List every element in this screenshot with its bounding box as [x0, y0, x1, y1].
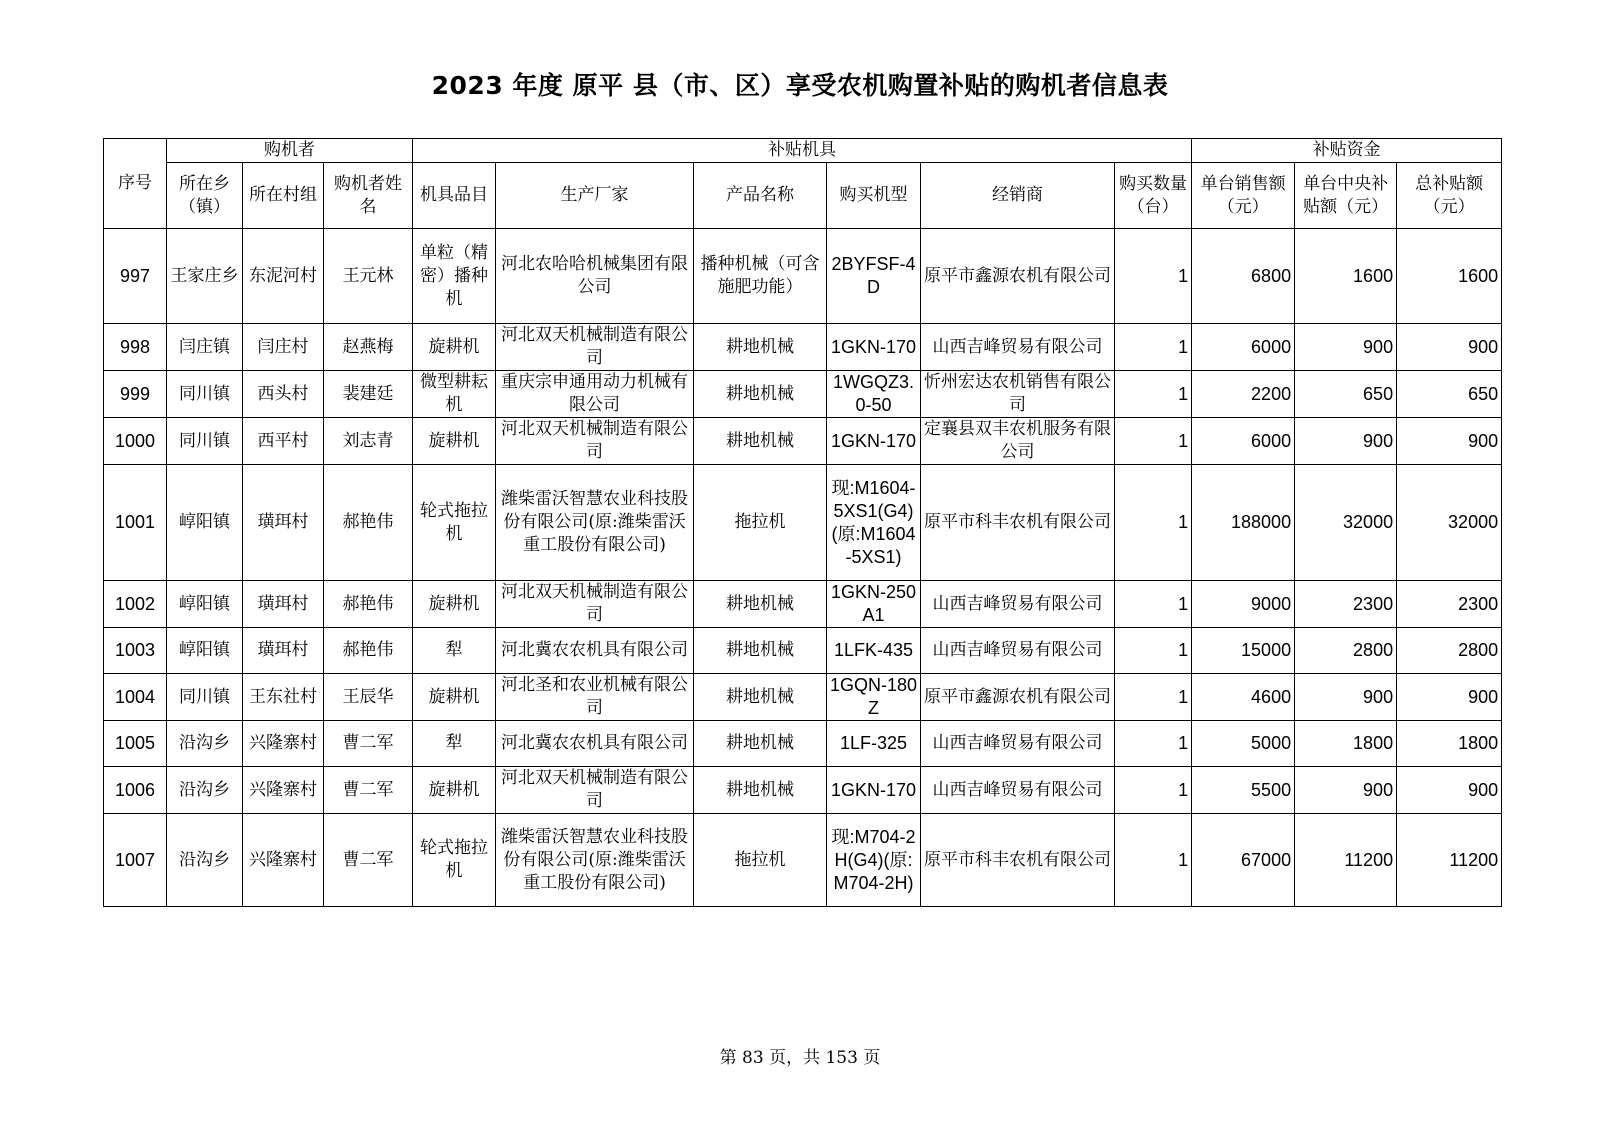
cell-buyer-name: 裴建廷: [324, 371, 413, 418]
cell-manufacturer: 河北双天机械制造有限公司: [496, 767, 694, 814]
cell-central-subsidy: 900: [1295, 324, 1397, 371]
cell-central-subsidy: 900: [1295, 767, 1397, 814]
table-row: [104, 229, 1502, 324]
cell-township: 崞阳镇: [167, 465, 243, 581]
cell-category: 旋耕机: [413, 674, 496, 721]
cell-model: 1GKN-170: [827, 418, 921, 465]
header-township: 所在乡（镇）: [167, 163, 243, 229]
page-footer: 第 83 页，共 153 页: [719, 1048, 881, 1068]
table-row: [104, 465, 1502, 581]
cell-village: 兴隆寨村: [243, 721, 324, 767]
cell-central-subsidy: 900: [1295, 674, 1397, 721]
header-seq: 序号: [104, 139, 167, 229]
cell-buyer-name: 郝艳伟: [324, 628, 413, 674]
cell-central-subsidy: 2300: [1295, 581, 1397, 628]
cell-township: 同川镇: [167, 418, 243, 465]
cell-township: 崞阳镇: [167, 581, 243, 628]
table-row: [104, 767, 1502, 814]
cell-product: 耕地机械: [694, 324, 827, 371]
cell-product: 耕地机械: [694, 674, 827, 721]
cell-unit-price: 6000: [1192, 324, 1295, 371]
cell-product: 耕地机械: [694, 767, 827, 814]
cell-seq: 1004: [104, 674, 167, 721]
cell-unit-price: 6800: [1192, 229, 1295, 324]
cell-dealer: 山西吉峰贸易有限公司: [921, 581, 1115, 628]
cell-total-subsidy: 1800: [1397, 721, 1502, 767]
table-row: [104, 674, 1502, 721]
cell-category: 微型耕耘机: [413, 371, 496, 418]
cell-unit-price: 5000: [1192, 721, 1295, 767]
header-category: 机具品目: [413, 163, 496, 229]
cell-qty: 1: [1115, 721, 1192, 767]
cell-category: 旋耕机: [413, 324, 496, 371]
cell-seq: 1003: [104, 628, 167, 674]
cell-total-subsidy: 2300: [1397, 581, 1502, 628]
cell-manufacturer: 河北农哈哈机械集团有限公司: [496, 229, 694, 324]
table-row: [104, 814, 1502, 907]
cell-seq: 998: [104, 324, 167, 371]
table-row: [104, 581, 1502, 628]
cell-manufacturer: 河北双天机械制造有限公司: [496, 581, 694, 628]
cell-model: 1GKN-170: [827, 324, 921, 371]
table-row: [104, 324, 1502, 371]
cell-village: 东泥河村: [243, 229, 324, 324]
cell-township: 同川镇: [167, 371, 243, 418]
cell-qty: 1: [1115, 465, 1192, 581]
cell-product: 耕地机械: [694, 721, 827, 767]
cell-dealer: 山西吉峰贸易有限公司: [921, 767, 1115, 814]
cell-qty: 1: [1115, 767, 1192, 814]
cell-model: 2BYFSF-4D: [827, 229, 921, 324]
cell-central-subsidy: 1800: [1295, 721, 1397, 767]
cell-qty: 1: [1115, 674, 1192, 721]
cell-model: 1GQN-180Z: [827, 674, 921, 721]
cell-category: 单粒（精密）播种机: [413, 229, 496, 324]
cell-unit-price: 188000: [1192, 465, 1295, 581]
cell-buyer-name: 王元林: [324, 229, 413, 324]
header-village: 所在村组: [243, 163, 324, 229]
cell-product: 耕地机械: [694, 628, 827, 674]
cell-central-subsidy: 900: [1295, 418, 1397, 465]
cell-category: 轮式拖拉机: [413, 465, 496, 581]
cell-category: 轮式拖拉机: [413, 814, 496, 907]
cell-village: 王东社村: [243, 674, 324, 721]
cell-qty: 1: [1115, 814, 1192, 907]
cell-buyer-name: 赵燕梅: [324, 324, 413, 371]
cell-village: 璜珥村: [243, 628, 324, 674]
cell-manufacturer: 河北双天机械制造有限公司: [496, 418, 694, 465]
cell-product: 耕地机械: [694, 371, 827, 418]
cell-central-subsidy: 1600: [1295, 229, 1397, 324]
cell-total-subsidy: 900: [1397, 674, 1502, 721]
cell-qty: 1: [1115, 418, 1192, 465]
cell-seq: 999: [104, 371, 167, 418]
cell-qty: 1: [1115, 229, 1192, 324]
cell-central-subsidy: 2800: [1295, 628, 1397, 674]
cell-product: 拖拉机: [694, 814, 827, 907]
cell-township: 沿沟乡: [167, 721, 243, 767]
header-manufacturer: 生产厂家: [496, 163, 694, 229]
cell-total-subsidy: 900: [1397, 418, 1502, 465]
cell-dealer: 原平市科丰农机有限公司: [921, 465, 1115, 581]
cell-village: 闫庄村: [243, 324, 324, 371]
cell-product: 拖拉机: [694, 465, 827, 581]
cell-model: 1LFK-435: [827, 628, 921, 674]
cell-manufacturer: 潍柴雷沃智慧农业科技股份有限公司(原:潍柴雷沃重工股份有限公司): [496, 465, 694, 581]
header-dealer: 经销商: [921, 163, 1115, 229]
header-buyer-name: 购机者姓名: [324, 163, 413, 229]
header-group-buyer: 购机者: [167, 139, 413, 163]
cell-dealer: 山西吉峰贸易有限公司: [921, 324, 1115, 371]
table-row: [104, 371, 1502, 418]
cell-product: 播种机械（可含施肥功能）: [694, 229, 827, 324]
cell-qty: 1: [1115, 581, 1192, 628]
cell-manufacturer: 潍柴雷沃智慧农业科技股份有限公司(原:潍柴雷沃重工股份有限公司): [496, 814, 694, 907]
cell-product: 耕地机械: [694, 418, 827, 465]
cell-total-subsidy: 900: [1397, 324, 1502, 371]
cell-qty: 1: [1115, 371, 1192, 418]
cell-buyer-name: 曹二军: [324, 814, 413, 907]
cell-dealer: 定襄县双丰农机服务有限公司: [921, 418, 1115, 465]
cell-model: 现:M1604-5XS1(G4)(原:M1604-5XS1): [827, 465, 921, 581]
cell-village: 璜珥村: [243, 581, 324, 628]
header-qty: 购买数量（台）: [1115, 163, 1192, 229]
cell-village: 兴隆寨村: [243, 814, 324, 907]
cell-seq: 1002: [104, 581, 167, 628]
cell-seq: 1001: [104, 465, 167, 581]
cell-village: 西头村: [243, 371, 324, 418]
cell-unit-price: 4600: [1192, 674, 1295, 721]
cell-manufacturer: 河北圣和农业机械有限公司: [496, 674, 694, 721]
cell-township: 沿沟乡: [167, 767, 243, 814]
cell-village: 璜珥村: [243, 465, 324, 581]
cell-dealer: 忻州宏达农机销售有限公司: [921, 371, 1115, 418]
cell-unit-price: 5500: [1192, 767, 1295, 814]
cell-township: 王家庄乡: [167, 229, 243, 324]
cell-manufacturer: 河北冀农农机具有限公司: [496, 721, 694, 767]
cell-qty: 1: [1115, 324, 1192, 371]
header-group-funds: 补贴资金: [1192, 139, 1502, 163]
header-group-machine: 补贴机具: [413, 139, 1192, 163]
subsidy-table: [103, 138, 1502, 907]
cell-dealer: 原平市鑫源农机有限公司: [921, 229, 1115, 324]
cell-township: 闫庄镇: [167, 324, 243, 371]
cell-dealer: 原平市鑫源农机有限公司: [921, 674, 1115, 721]
cell-dealer: 原平市科丰农机有限公司: [921, 814, 1115, 907]
cell-category: 旋耕机: [413, 767, 496, 814]
cell-unit-price: 2200: [1192, 371, 1295, 418]
cell-unit-price: 6000: [1192, 418, 1295, 465]
cell-dealer: 山西吉峰贸易有限公司: [921, 721, 1115, 767]
cell-category: 旋耕机: [413, 418, 496, 465]
cell-manufacturer: 河北冀农农机具有限公司: [496, 628, 694, 674]
cell-village: 西平村: [243, 418, 324, 465]
table-row: [104, 628, 1502, 674]
cell-village: 兴隆寨村: [243, 767, 324, 814]
cell-qty: 1: [1115, 628, 1192, 674]
cell-buyer-name: 刘志青: [324, 418, 413, 465]
header-central-subsidy: 单台中央补贴额（元）: [1295, 163, 1397, 229]
cell-township: 崞阳镇: [167, 628, 243, 674]
cell-total-subsidy: 2800: [1397, 628, 1502, 674]
cell-model: 1GKN-250A1: [827, 581, 921, 628]
cell-seq: 997: [104, 229, 167, 324]
header-total-subsidy: 总补贴额（元）: [1397, 163, 1502, 229]
cell-seq: 1000: [104, 418, 167, 465]
cell-township: 沿沟乡: [167, 814, 243, 907]
cell-total-subsidy: 1600: [1397, 229, 1502, 324]
cell-seq: 1006: [104, 767, 167, 814]
header-model: 购买机型: [827, 163, 921, 229]
table-row: [104, 418, 1502, 465]
page-title: 2023 年度 原平 县（市、区）享受农机购置补贴的购机者信息表: [431, 71, 1169, 100]
cell-category: 犁: [413, 628, 496, 674]
cell-total-subsidy: 650: [1397, 371, 1502, 418]
cell-dealer: 山西吉峰贸易有限公司: [921, 628, 1115, 674]
cell-central-subsidy: 32000: [1295, 465, 1397, 581]
cell-buyer-name: 郝艳伟: [324, 581, 413, 628]
cell-model: 1WGQZ3.0-50: [827, 371, 921, 418]
cell-unit-price: 67000: [1192, 814, 1295, 907]
table-body: [104, 229, 1502, 907]
header-product: 产品名称: [694, 163, 827, 229]
cell-model: 现:M704-2H(G4)(原:M704-2H): [827, 814, 921, 907]
cell-manufacturer: 重庆宗申通用动力机械有限公司: [496, 371, 694, 418]
cell-township: 同川镇: [167, 674, 243, 721]
cell-buyer-name: 郝艳伟: [324, 465, 413, 581]
cell-total-subsidy: 32000: [1397, 465, 1502, 581]
cell-central-subsidy: 11200: [1295, 814, 1397, 907]
cell-model: 1LF-325: [827, 721, 921, 767]
cell-buyer-name: 曹二军: [324, 767, 413, 814]
cell-seq: 1005: [104, 721, 167, 767]
cell-unit-price: 15000: [1192, 628, 1295, 674]
cell-category: 犁: [413, 721, 496, 767]
header-unit-price: 单台销售额（元）: [1192, 163, 1295, 229]
cell-seq: 1007: [104, 814, 167, 907]
cell-manufacturer: 河北双天机械制造有限公司: [496, 324, 694, 371]
table-row: [104, 721, 1502, 767]
cell-unit-price: 9000: [1192, 581, 1295, 628]
cell-category: 旋耕机: [413, 581, 496, 628]
cell-central-subsidy: 650: [1295, 371, 1397, 418]
cell-buyer-name: 曹二军: [324, 721, 413, 767]
cell-total-subsidy: 900: [1397, 767, 1502, 814]
cell-total-subsidy: 11200: [1397, 814, 1502, 907]
cell-buyer-name: 王辰华: [324, 674, 413, 721]
cell-model: 1GKN-170: [827, 767, 921, 814]
cell-product: 耕地机械: [694, 581, 827, 628]
